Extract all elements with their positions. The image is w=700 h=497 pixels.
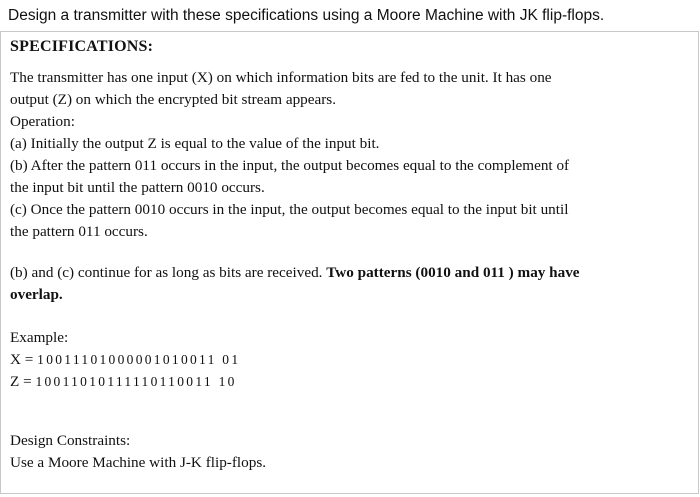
example-x-prefix: X = [10,351,38,368]
specifications-heading: SPECIFICATIONS: [10,38,154,55]
paragraph-line: (a) Initially the output Z is equal to the value of the input bit. [10,135,380,152]
paragraph-line: The transmitter has one input (X) on which information bits are fed to the unit. It has one [10,69,552,86]
paragraph-line: the input bit until the pattern 0010 occurs. [10,179,265,196]
overlap-note-bold-end: overlap. [10,286,63,303]
constraints-label: Design Constraints: [10,432,131,449]
constraints-section [10,430,266,474]
paragraph-line: (c) Once the pattern 0010 occurs in the input, the output becomes equal to the input bit until [10,201,569,218]
example-label: Example: [10,329,69,346]
overlap-note-start: (b) and (c) continue for as long as bits are received. [10,264,327,281]
example-section [10,327,240,393]
paragraph-line: output (Z) on which the encrypted bit stream appears. [10,91,337,108]
constraints-text: Use a Moore Machine with J-K flip-flops. [10,454,267,471]
example-x-row [10,349,240,371]
example-x-bits: 10011101000001010011 01 [37,352,241,367]
specification-box [0,31,699,494]
paragraph-line: the pattern 011 occurs. [10,223,148,240]
paragraph-line: (b) After the pattern 011 occurs in the input, the output becomes equal to the complement of [10,157,570,174]
question-title: Design a transmitter with these specifications using a Moore Machine with JK flip-flops. [8,7,605,24]
overlap-note [10,262,580,306]
overlap-note-bold: Two patterns (0010 and 011 ) may have [326,264,580,281]
example-z-row [10,371,240,393]
example-z-bits: 10011010111110110011 10 [35,374,237,389]
paragraph-line: Operation: [10,113,75,130]
example-z-prefix: Z = [10,373,36,390]
overlap-note-line [10,262,580,284]
operation-paragraph [10,67,569,243]
